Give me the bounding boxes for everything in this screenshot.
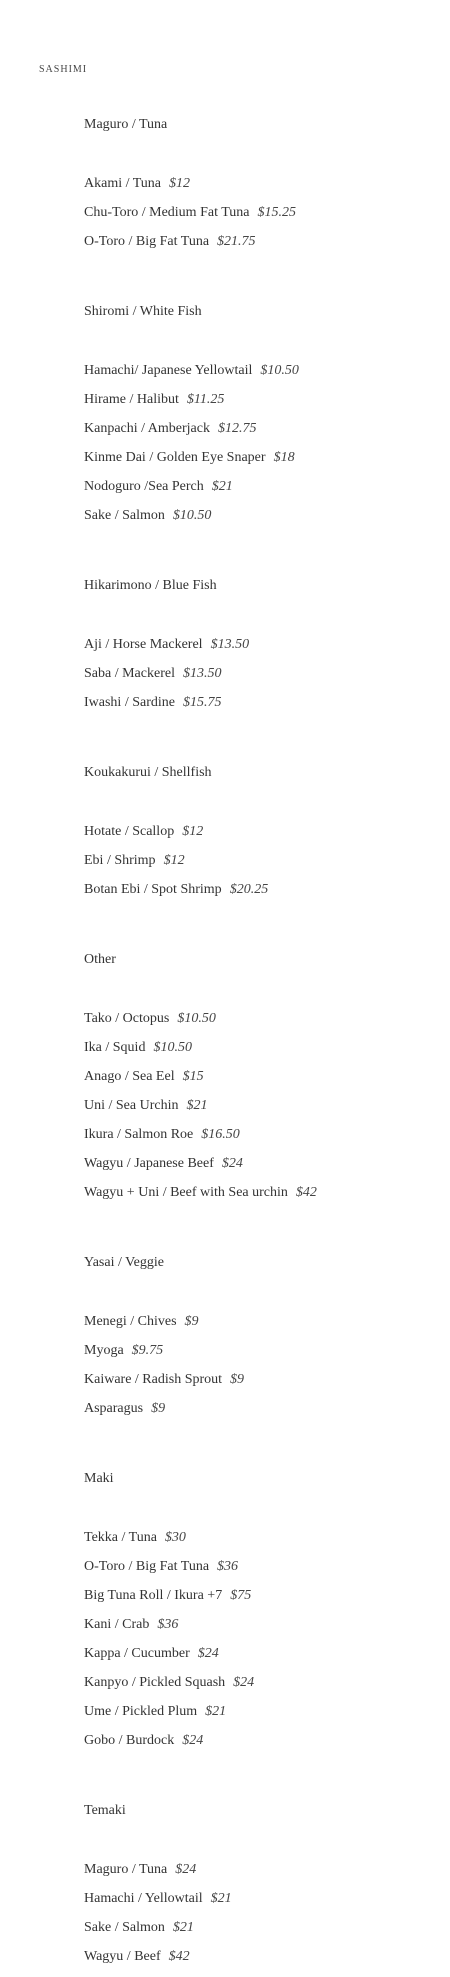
menu-section: [84, 303, 444, 536]
menu-item: [84, 1703, 444, 1732]
item-name: Anago / Sea Eel: [84, 1069, 175, 1084]
item-name: Tekka / Tuna: [84, 1530, 157, 1545]
menu-item: [84, 1861, 444, 1890]
item-price: $13.50: [182, 666, 222, 681]
section-heading: Koukakurui / Shellfish: [84, 765, 212, 780]
section-heading: Other: [84, 952, 116, 967]
item-name: Kinme Dai / Golden Eye Snaper: [84, 450, 266, 465]
item-name: Kanpyo / Pickled Squash: [84, 1675, 226, 1690]
item-price: $13.50: [210, 637, 250, 652]
menu-item: [84, 1732, 444, 1761]
menu-item: [84, 881, 444, 910]
menu-item: [84, 1068, 444, 1097]
menu-item: [84, 362, 444, 391]
menu-list: [84, 116, 444, 1977]
item-name: Big Tuna Roll / Ikura +7: [84, 1588, 223, 1603]
item-price: $21: [211, 479, 233, 494]
item-name: Maguro / Tuna: [84, 1862, 168, 1877]
item-price: $42: [168, 1949, 190, 1964]
menu-item: [84, 233, 444, 262]
section-heading: Shiromi / White Fish: [84, 304, 202, 319]
item-name: Ebi / Shrimp: [84, 853, 156, 868]
item-price: $12: [163, 853, 185, 868]
menu-section: [84, 116, 444, 262]
menu-item: [84, 1890, 444, 1919]
item-price: $18: [273, 450, 295, 465]
menu-item: [84, 1674, 444, 1703]
menu-item: [84, 1126, 444, 1155]
item-price: $9: [151, 1401, 166, 1416]
menu-item: [84, 636, 444, 665]
menu-section: [84, 1802, 444, 1977]
item-price: $24: [175, 1862, 197, 1877]
menu-item: [84, 175, 444, 204]
menu-item: [84, 852, 444, 881]
item-price: $21: [186, 1098, 208, 1113]
item-name: Tako / Octopus: [84, 1011, 170, 1026]
item-price: $24: [197, 1646, 219, 1661]
menu-item: [84, 1587, 444, 1616]
item-list: [84, 636, 444, 723]
page-title: SASHIMI: [39, 64, 88, 75]
menu-item: [84, 1645, 444, 1674]
item-price: $12: [182, 824, 204, 839]
item-name: Hotate / Scallop: [84, 824, 175, 839]
section-heading: Maki: [84, 1471, 114, 1486]
menu-item: [84, 1010, 444, 1039]
item-name: Nodoguro /Sea Perch: [84, 479, 204, 494]
item-price: $15.75: [182, 695, 222, 710]
item-list: [84, 175, 444, 262]
item-price: $10.50: [153, 1040, 192, 1055]
item-price: $16.50: [201, 1127, 240, 1142]
item-name: Hamachi/ Japanese Yellowtail: [84, 363, 253, 378]
item-name: Chu-Toro / Medium Fat Tuna: [84, 205, 250, 220]
menu-item: [84, 478, 444, 507]
item-name: Ika / Squid: [84, 1040, 146, 1055]
item-name: Aji / Horse Mackerel: [84, 637, 203, 652]
menu-item: [84, 1371, 444, 1400]
item-name: Asparagus: [84, 1401, 144, 1416]
menu-section: [84, 764, 444, 910]
item-price: $10.50: [177, 1011, 216, 1026]
item-list: [84, 1529, 444, 1761]
item-list: [84, 1010, 444, 1213]
menu-item: [84, 1400, 444, 1429]
menu-section: [84, 577, 444, 723]
menu-item: [84, 204, 444, 233]
menu-item: [84, 420, 444, 449]
section-heading: Hikarimono / Blue Fish: [84, 578, 217, 593]
menu-item: [84, 1342, 444, 1371]
item-name: Wagyu / Japanese Beef: [84, 1156, 214, 1171]
item-name: Gobo / Burdock: [84, 1733, 175, 1748]
item-price: $10.50: [172, 508, 212, 523]
item-name: Akami / Tuna: [84, 176, 162, 191]
item-name: Uni / Sea Urchin: [84, 1098, 179, 1113]
menu-item: [84, 391, 444, 420]
item-list: [84, 823, 444, 910]
menu-item: [84, 665, 444, 694]
item-name: Hirame / Halibut: [84, 392, 179, 407]
item-name: Menegi / Chives: [84, 1314, 177, 1329]
item-name: Kani / Crab: [84, 1617, 150, 1632]
item-price: $11.25: [186, 392, 225, 407]
item-price: $24: [221, 1156, 243, 1171]
item-price: $36: [157, 1617, 179, 1632]
item-price: $21.75: [217, 234, 256, 249]
item-name: O-Toro / Big Fat Tuna: [84, 234, 210, 249]
item-name: Kappa / Cucumber: [84, 1646, 190, 1661]
menu-item: [84, 449, 444, 478]
menu-item: [84, 1039, 444, 1068]
item-name: Wagyu + Uni / Beef with Sea urchin: [84, 1185, 288, 1200]
item-name: Myoga: [84, 1343, 124, 1358]
menu-item: [84, 694, 444, 723]
item-price: $21: [172, 1920, 194, 1935]
section-heading: Maguro / Tuna: [84, 117, 168, 132]
item-name: Kaiware / Radish Sprout: [84, 1372, 223, 1387]
section-heading: Temaki: [84, 1803, 126, 1818]
item-price: $24: [182, 1733, 204, 1748]
menu-item: [84, 1948, 444, 1977]
item-price: $9.75: [131, 1343, 164, 1358]
item-price: $15: [182, 1069, 204, 1084]
item-price: $9: [184, 1314, 199, 1329]
section-heading: Yasai / Veggie: [84, 1255, 164, 1270]
item-price: $9: [230, 1372, 245, 1387]
item-price: $21: [205, 1704, 227, 1719]
item-list: [84, 1861, 444, 1977]
item-list: [84, 1313, 444, 1429]
item-name: Kanpachi / Amberjack: [84, 421, 210, 436]
menu-item: [84, 1184, 444, 1213]
item-price: $24: [233, 1675, 255, 1690]
item-name: Wagyu / Beef: [84, 1949, 161, 1964]
item-name: Hamachi / Yellowtail: [84, 1891, 203, 1906]
menu-item: [84, 1313, 444, 1342]
menu-item: [84, 1529, 444, 1558]
item-name: Sake / Salmon: [84, 508, 165, 523]
menu-section: [84, 1470, 444, 1761]
item-name: Saba / Mackerel: [84, 666, 175, 681]
item-price: $20.25: [229, 882, 269, 897]
menu-section: [84, 1254, 444, 1429]
item-name: O-Toro / Big Fat Tuna: [84, 1559, 210, 1574]
item-name: Botan Ebi / Spot Shrimp: [84, 882, 222, 897]
menu-item: [84, 507, 444, 536]
menu-item: [84, 823, 444, 852]
menu-item: [84, 1919, 444, 1948]
item-list: [84, 362, 444, 536]
menu-item: [84, 1155, 444, 1184]
menu-item: [84, 1616, 444, 1645]
item-price: $12: [169, 176, 191, 191]
item-price: $10.50: [260, 363, 299, 378]
item-price: $30: [164, 1530, 186, 1545]
item-price: $12.75: [217, 421, 257, 436]
item-price: $75: [230, 1588, 252, 1603]
item-price: $15.25: [257, 205, 296, 220]
menu-item: [84, 1097, 444, 1126]
item-name: Iwashi / Sardine: [84, 695, 175, 710]
item-price: $42: [295, 1185, 317, 1200]
menu-item: [84, 1558, 444, 1587]
item-name: Sake / Salmon: [84, 1920, 165, 1935]
item-name: Ume / Pickled Plum: [84, 1704, 198, 1719]
item-price: $21: [210, 1891, 232, 1906]
item-name: Ikura / Salmon Roe: [84, 1127, 194, 1142]
menu-section: [84, 951, 444, 1213]
item-price: $36: [217, 1559, 239, 1574]
